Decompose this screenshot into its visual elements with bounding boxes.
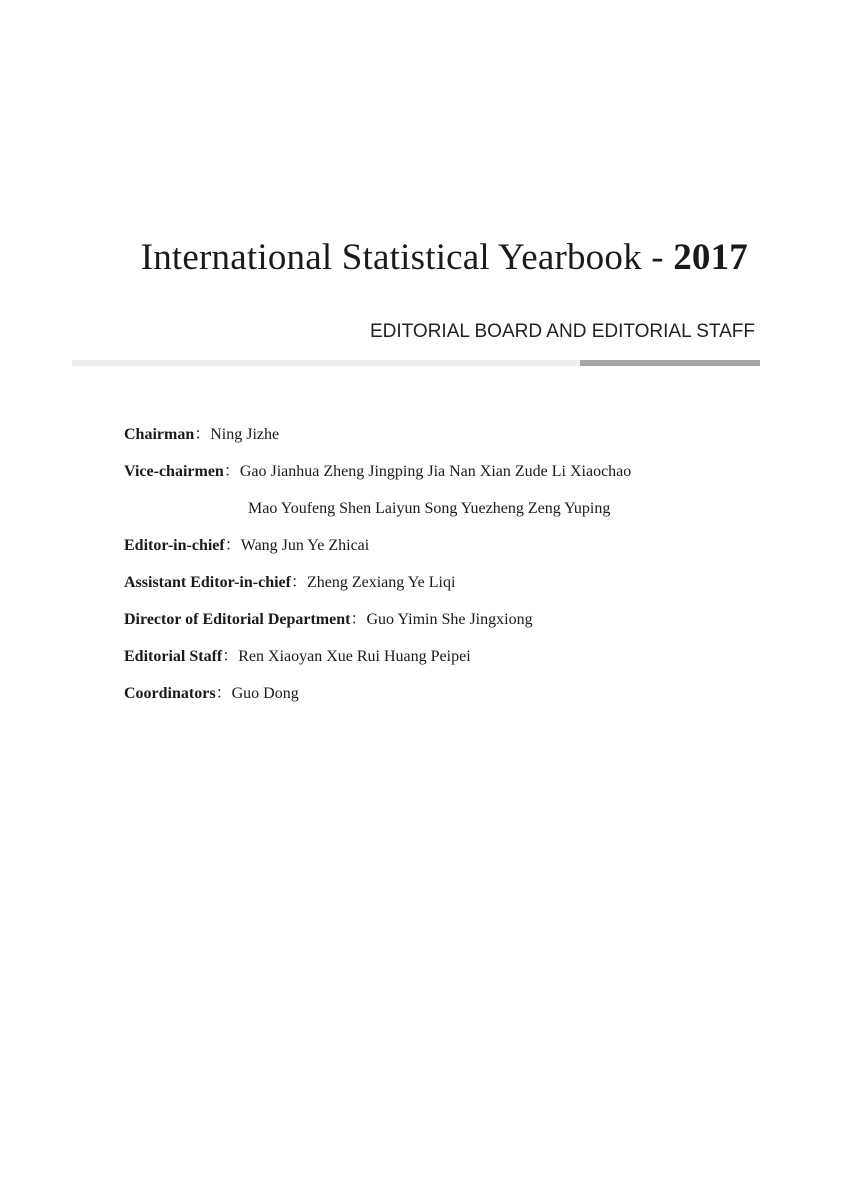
page-title (141, 236, 748, 280)
staff-names: Guo Yimin She Jingxiong (366, 611, 533, 628)
role-separator: ： (350, 611, 367, 628)
staff-row-chairman (124, 424, 804, 461)
staff-row-assistant-editor-in-chief (124, 572, 804, 609)
staff-row-vice-chairmen (124, 461, 804, 498)
staff-row-coordinators (124, 683, 804, 720)
role-separator: ： (290, 574, 307, 591)
staff-names: Zheng Zexiang Ye Liqi (306, 574, 456, 591)
role-separator: ： (224, 537, 241, 554)
role-separator: ： (215, 685, 232, 702)
divider-dark (580, 360, 760, 366)
role-label: Assistant Editor-in-chief (124, 574, 291, 591)
staff-names: Guo Dong (231, 685, 299, 702)
role-label: Chairman (124, 426, 195, 443)
staff-row-director (124, 609, 804, 646)
role-separator: ： (222, 648, 239, 665)
staff-names: Ning Jizhe (210, 426, 280, 443)
role-separator: ： (194, 426, 211, 443)
page-subtitle: EDITORIAL BOARD AND EDITORIAL STAFF (369, 321, 755, 342)
role-label: Director of Editorial Department (124, 611, 351, 628)
role-label: Editorial Staff (124, 648, 223, 665)
staff-names: Mao Youfeng Shen Laiyun Song Yuezheng Zeng Yuping (248, 500, 611, 517)
staff-row-vice-chairmen-continued (124, 498, 804, 535)
role-label: Vice-chairmen (124, 463, 224, 480)
title-main: International Statistical Yearbook - (140, 237, 674, 278)
role-label: Editor-in-chief (124, 537, 225, 554)
staff-list (124, 424, 804, 720)
staff-names: Gao Jianhua Zheng Jingping Jia Nan Xian Zude Li Xiaochao (239, 463, 632, 480)
role-separator: ： (223, 463, 240, 480)
title-year: 2017 (673, 237, 748, 278)
staff-row-editorial-staff (124, 646, 804, 683)
staff-row-editor-in-chief (124, 535, 804, 572)
divider-light (72, 360, 580, 366)
staff-names: Wang Jun Ye Zhicai (240, 537, 370, 554)
staff-names: Ren Xiaoyan Xue Rui Huang Peipei (238, 648, 471, 665)
role-label: Coordinators (124, 685, 216, 702)
